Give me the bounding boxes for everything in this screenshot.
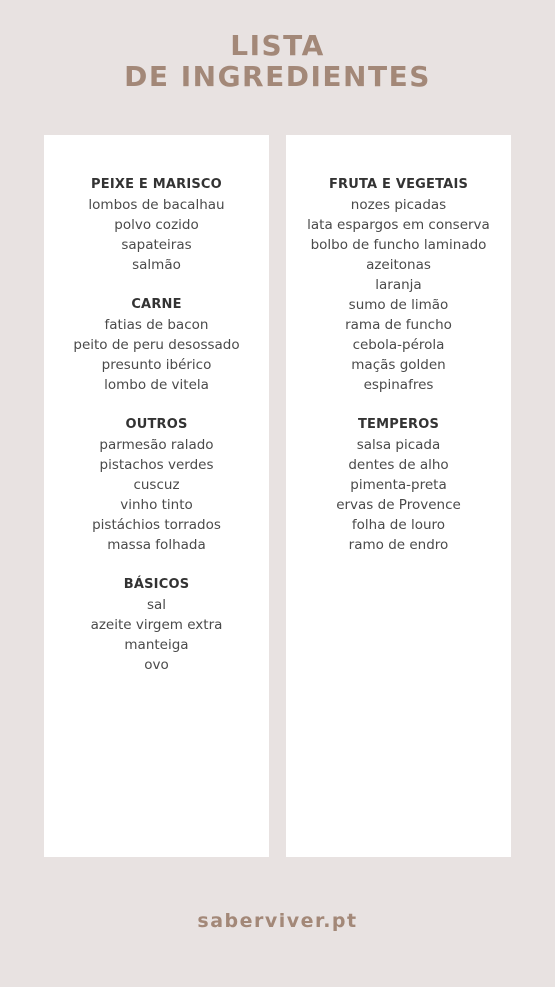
ingredient-item: pistachos verdes [99, 457, 214, 473]
ingredient-section [44, 175, 269, 275]
ingredient-item: laranja [375, 277, 422, 293]
ingredient-item: cebola-pérola [352, 337, 445, 353]
right-ingredient-column [286, 135, 511, 857]
left-ingredient-column [44, 135, 269, 857]
ingredient-item: pimenta-preta [350, 477, 447, 493]
ingredient-item: lata espargos em conserva [307, 217, 490, 233]
ingredient-item: vinho tinto [120, 497, 193, 513]
ingredient-item: azeite virgem extra [90, 617, 223, 633]
section-title: PEIXE E MARISCO [91, 177, 222, 192]
ingredient-item: ramo de endro [348, 537, 449, 553]
ingredient-item: ovo [144, 657, 169, 673]
ingredient-item: espinafres [363, 377, 434, 393]
section-title: CARNE [131, 297, 182, 312]
ingredient-item: parmesão ralado [99, 437, 214, 453]
footer-website: saberviver.pt [197, 910, 358, 932]
ingredient-item: maçãs golden [351, 357, 446, 373]
ingredient-item: massa folhada [107, 537, 206, 553]
ingredient-item: salsa picada [356, 437, 441, 453]
ingredient-item: folha de louro [351, 517, 446, 533]
ingredient-item: rama de funcho [345, 317, 452, 333]
ingredient-item: peito de peru desossado [73, 337, 240, 353]
ingredient-item: sal [146, 597, 167, 613]
ingredient-item: bolbo de funcho laminado [310, 237, 487, 253]
page-title [0, 30, 555, 92]
ingredient-item: presunto ibérico [101, 357, 212, 373]
page-title-line-1: LISTA [230, 29, 325, 62]
ingredient-item: nozes picadas [350, 197, 447, 213]
ingredient-item: dentes de alho [348, 457, 449, 473]
section-title: FRUTA E VEGETAIS [328, 177, 469, 192]
page-title-line-2: DE INGREDIENTES [124, 60, 431, 93]
ingredient-item: sapateiras [121, 237, 192, 253]
ingredient-section [44, 295, 269, 395]
ingredient-section [44, 415, 269, 555]
ingredient-item: lombo de vitela [104, 377, 209, 393]
ingredient-item: sumo de limão [348, 297, 449, 313]
ingredient-section [286, 415, 511, 555]
section-title: BÁSICOS [123, 577, 190, 592]
ingredient-item: lombos de bacalhau [88, 197, 225, 213]
ingredient-section [44, 575, 269, 675]
ingredient-item: azeitonas [366, 257, 431, 273]
ingredient-item: salmão [132, 257, 181, 273]
ingredient-item: pistáchios torrados [92, 517, 221, 533]
ingredient-item: ervas de Provence [336, 497, 461, 513]
ingredient-item: fatias de bacon [104, 317, 209, 333]
ingredient-item: polvo cozido [114, 217, 199, 233]
ingredient-section [286, 175, 511, 395]
ingredient-item: manteiga [124, 637, 189, 653]
ingredient-item: cuscuz [133, 477, 180, 493]
section-title: OUTROS [125, 417, 188, 432]
section-title: TEMPEROS [357, 417, 440, 432]
